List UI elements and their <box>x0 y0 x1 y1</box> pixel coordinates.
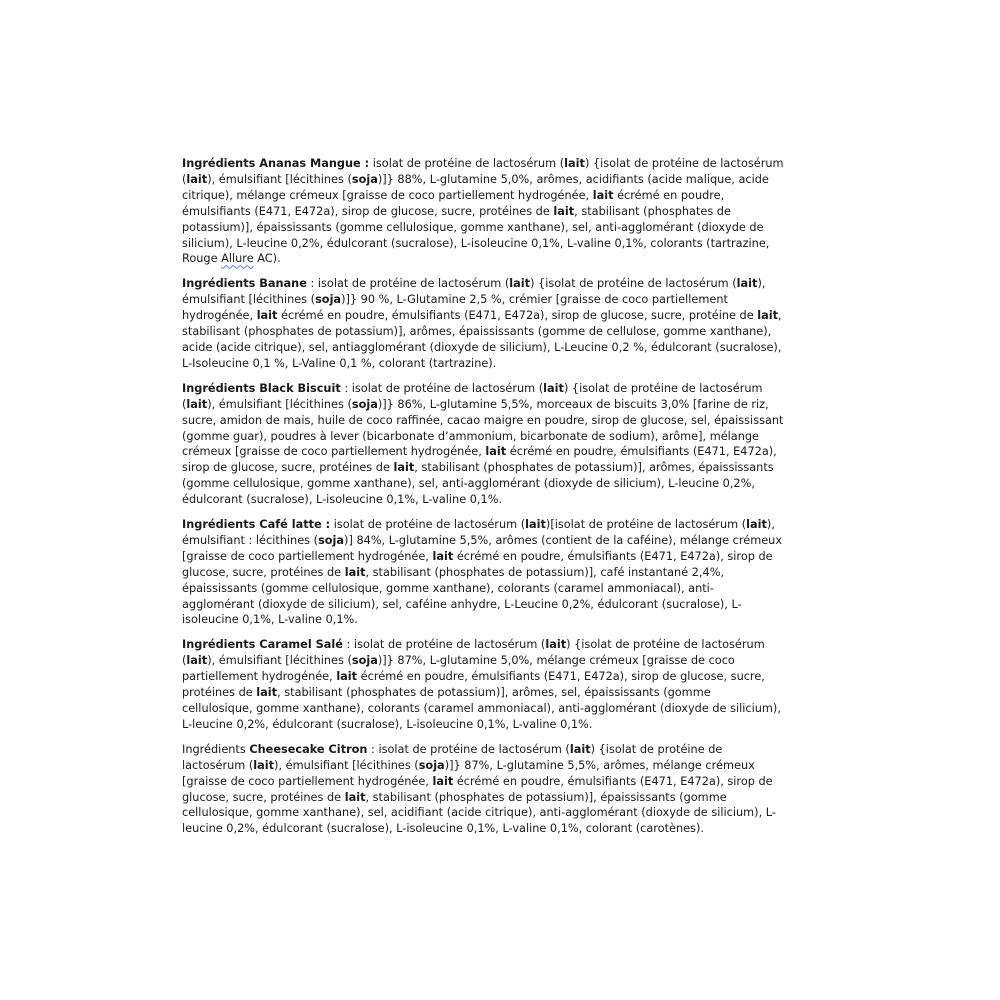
ingredients-paragraph-black-biscuit <box>182 381 784 508</box>
text-segment: )]} 86%, L-glutamine 5,5%, morceaux de biscuits 3,0% [farine de riz, sucre, amidon de mais, huile de coco raffinée, cacao maigre en poudre, sirop de glucose, sel, épaississant (gomme guar), poudres à lever (bicarbonate d’ammonium, bicarbonate de sodium), arôme], mélange crémeux [graisse de coco partiellement hydrogénée, <box>182 397 784 459</box>
bold-text: soja <box>351 654 378 668</box>
text-segment: ) {isolat de protéine de lactosérum ( <box>182 742 723 772</box>
text-segment: , stabilisant (phosphates de potassium)], arômes, épaississants (gomme de cellulose, gomme xanthane), acide (acide citrique), sel, antiagglomérant (dioxyde de silicium), L-Leucine 0,2 %, édulcorant (sucralose), L-Isoleucine 0,1 %, L-Valine 0,1 %, colorant (tartrazine). <box>182 309 782 370</box>
bold-text: lait <box>543 381 564 395</box>
bold-text: lait <box>186 397 208 411</box>
text-segment: : isolat de protéine de lactosérum ( <box>367 742 570 756</box>
text-segment: écrémé en poudre, émulsifiants (E471, E472a), sirop de glucose, sucre, protéines de <box>182 774 773 804</box>
text-segment: écrémé en poudre, émulsifiants (E471, E472a), sirop de glucose, sucre, protéines de <box>182 445 777 475</box>
bold-text: lait <box>432 549 454 563</box>
bold-text: lait <box>592 188 614 202</box>
bold-text: soja <box>418 758 445 772</box>
bold-text: Ingrédients Black Biscuit <box>182 381 341 395</box>
bold-text: soja <box>351 397 378 411</box>
bold-text: lait <box>485 445 507 459</box>
bold-text: lait <box>569 742 591 756</box>
text-segment: écrémé en poudre, émulsifiants (E471, E472a), sirop de glucose, sucre, protéines de <box>182 188 725 218</box>
ingredients-paragraph-cafe-latte <box>182 517 784 628</box>
text-segment: Ingrédients <box>182 742 250 756</box>
text-segment: AC). <box>253 252 281 266</box>
text-segment: isolat de protéine de lactosérum ( <box>330 518 526 532</box>
ingredients-document <box>182 156 784 846</box>
text-segment: : isolat de protéine de lactosérum ( <box>340 381 544 395</box>
bold-text: soja <box>315 293 342 307</box>
text-segment: ) {isolat de protéine de lactosérum ( <box>182 381 763 411</box>
bold-text: soja <box>318 533 345 547</box>
text-segment: ), émulsifiant [lécithines ( <box>207 172 352 186</box>
text-segment: isolat de protéine de lactosérum ( <box>369 157 565 170</box>
spellcheck-flagged-word: Allure <box>221 252 254 266</box>
text-segment: , stabilisant (phosphates de potassium)], épaississants (gomme cellulosique, gomme xanthane), sel, acidifiant (acide citrique), anti-agglomérant (dioxyde de silicium), L-leucine 0,2%, édulcorant (sucralose), L-isoleucine 0,1%, L-valine 0,1%, colorant (carotènes). <box>182 790 776 836</box>
text-segment: , stabilisant (phosphates de potassium)], café instantané 2,4%, épaississants (gomme cellulosique, gomme xanthane), colorants (caramel ammoniacal), anti-agglomérant (dioxyde de silicium), sel, caféine anhydre, L-Leucine 0,2%, édulcorant (sucralose), L-isoleucine 0,1%, L-valine 0,1%. <box>182 565 742 627</box>
bold-text: lait <box>553 204 575 218</box>
text-segment: )[isolat de protéine de lactosérum ( <box>545 518 747 532</box>
text-segment: : isolat de protéine de lactosérum ( <box>306 277 510 291</box>
text-segment: ), émulsifiant [lécithines ( <box>207 654 352 668</box>
bold-text: Ingrédients Café latte : <box>182 518 331 532</box>
bold-text: lait <box>525 518 546 532</box>
text-segment: écrémé en poudre, émulsifiants (E471, E472a), sirop de glucose, sucre, protéine de <box>277 309 758 323</box>
ingredients-paragraph-ananas-mangue <box>182 156 784 267</box>
bold-text: lait <box>736 277 758 291</box>
bold-text: lait <box>256 686 278 700</box>
text-segment: écrémé en poudre, émulsifiants (E471, E472a), sirop de glucose, sucre, protéines de <box>182 549 773 579</box>
text-segment: , stabilisant (phosphates de potassium)], arômes, épaississants (gomme cellulosique, gomme xanthane), sel, anti-agglomérant (dioxyde de silicium), L-leucine 0,2%, édulcorant (sucralose), L-isoleucine 0,1%, L-valine 0,1%. <box>182 461 774 507</box>
bold-text: lait <box>186 172 208 186</box>
bold-text: lait <box>757 309 779 323</box>
bold-text: Ingrédients Caramel Salé <box>182 638 343 652</box>
text-segment: , stabilisant (phosphates de potassium)], épaississants (gomme cellulosique, gomme xanthane), sel, anti-agglomérant (dioxyde de silicium), L-leucine 0,2%, édulcorant (sucralose), L-isoleucine 0,1%, L-valine 0,1%, colorants (tartrazine, Rouge <box>182 204 770 266</box>
text-segment: ), émulsifiant [lécithines ( <box>182 277 766 307</box>
text-segment: , stabilisant (phosphates de potassium)], arômes, sel, épaississants (gomme cellulosique, gomme xanthane), colorants (caramel ammoniacal), anti-agglomérant (dioxyde de silicium), L-leucine 0,2%, édulcorant (sucralose), L-isoleucine 0,1%, L-valine 0,1%. <box>182 686 781 731</box>
bold-text: lait <box>344 565 366 579</box>
ingredients-paragraph-caramel-sale <box>182 637 784 732</box>
ingredients-paragraph-banane <box>182 276 784 371</box>
text-segment: ) {isolat de protéine de lactosérum ( <box>182 638 765 668</box>
text-segment: )]} 87%, L-glutamine 5,0%, mélange crémeux [graisse de coco partiellement hydrogénée, <box>182 654 735 684</box>
text-segment: ), émulsifiant : lécithines ( <box>182 518 775 547</box>
bold-text: lait <box>509 277 531 291</box>
bold-text: lait <box>256 309 278 323</box>
bold-text: Ingrédients Banane <box>182 277 307 291</box>
bold-text: lait <box>545 638 567 652</box>
text-segment: ) {isolat de protéine de lactosérum ( <box>182 157 784 186</box>
text-segment: )]} 90 %, L-Glutamine 2,5 %, crémier [graisse de coco partiellement hydrogénée, <box>182 293 728 323</box>
bold-text: lait <box>432 774 454 788</box>
bold-text: lait <box>253 758 275 772</box>
text-segment: )]} 87%, L-glutamine 5,5%, arômes, mélange crémeux [graisse de coco partiellement hydrogénée, <box>182 758 755 788</box>
text-segment: ) {isolat de protéine de lactosérum ( <box>530 277 737 291</box>
ingredients-paragraph-cheesecake-citron <box>182 742 784 837</box>
bold-text: lait <box>393 461 415 475</box>
bold-text: lait <box>564 157 585 170</box>
bold-text: lait <box>336 670 358 684</box>
bold-text: soja <box>351 172 378 186</box>
text-segment: )] 84%, L-glutamine 5,5%, arômes (contient de la caféine), mélange crémeux [graisse de coco partiellement hydrogénée, <box>182 533 783 563</box>
bold-text: Ingrédients Ananas Mangue : <box>182 157 370 170</box>
text-segment: écrémé en poudre, émulsifiants (E471, E472a), sirop de glucose, sucre, protéines de <box>182 670 765 700</box>
bold-text: lait <box>344 790 366 804</box>
text-segment: : isolat de protéine de lactosérum ( <box>342 638 546 652</box>
bold-text: lait <box>186 654 208 668</box>
bold-text: Cheesecake Citron <box>249 742 368 756</box>
text-segment: ), émulsifiant [lécithines ( <box>274 758 419 772</box>
bold-text: lait <box>746 518 767 532</box>
text-segment: ), émulsifiant [lécithines ( <box>207 397 352 411</box>
text-segment: )]} 88%, L-glutamine 5,0%, arômes, acidifiants (acide malique, acide citrique), mélange crémeux [graisse de coco partiellement hydrogénée, <box>182 172 769 202</box>
